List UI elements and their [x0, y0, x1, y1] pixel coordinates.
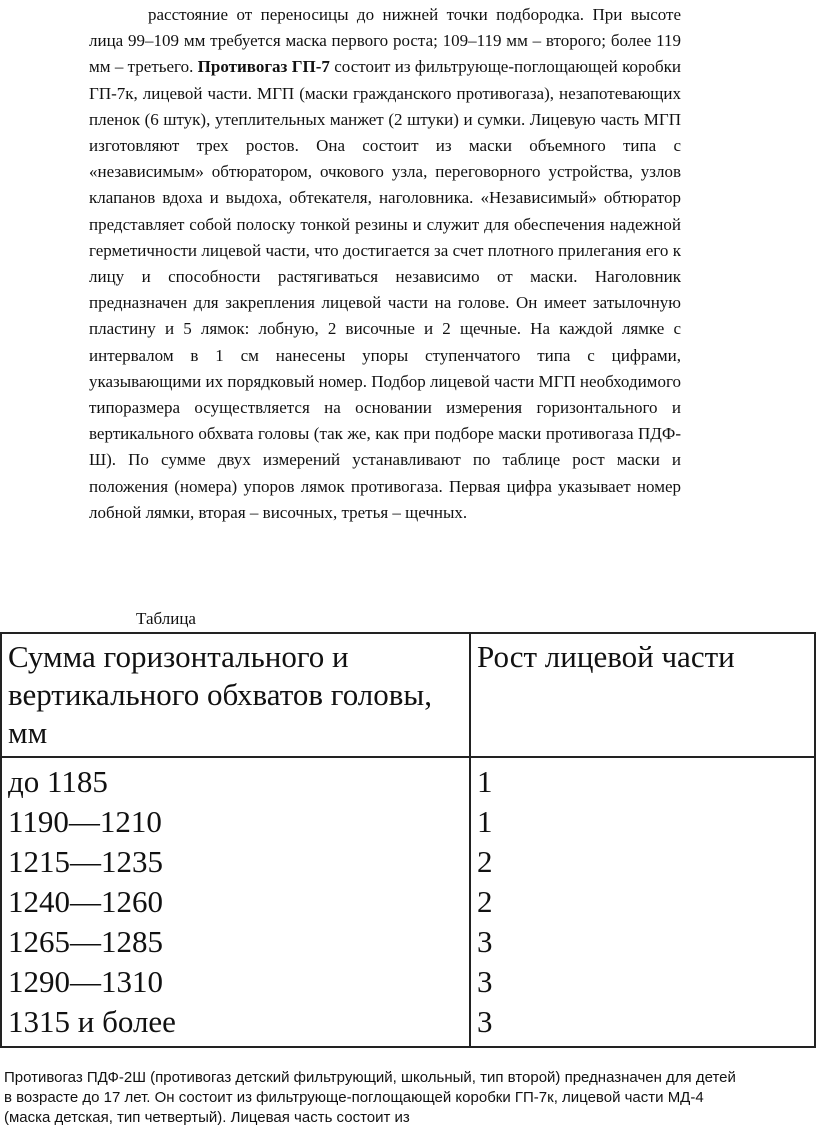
size-cell: 2 — [477, 884, 493, 919]
range-cell: 1190—1210 — [8, 804, 162, 839]
size-cell: 3 — [477, 964, 493, 999]
table-caption: Таблица — [136, 609, 196, 628]
table-header-row — [1, 633, 815, 757]
footer-paragraph — [4, 1068, 744, 1128]
size-cell: 2 — [477, 844, 493, 879]
range-cell: 1215—1235 — [8, 844, 163, 879]
size-column — [470, 757, 815, 1047]
header-head-sum: Сумма горизонтального и вертикального обхватов головы, мм — [1, 633, 470, 757]
table-body-row — [1, 757, 815, 1047]
range-cell: 1265—1285 — [8, 924, 163, 959]
range-cell: 1315 и более — [8, 1004, 176, 1039]
range-cell: до 1185 — [8, 764, 108, 799]
size-cell: 3 — [477, 1004, 493, 1039]
range-cell: 1240—1260 — [8, 884, 163, 919]
paragraph-text — [89, 2, 681, 526]
gp7-term: Противогаз ГП-7 — [197, 57, 330, 77]
main-paragraph — [89, 2, 681, 526]
size-cell: 1 — [477, 804, 493, 839]
header-mask-size: Рост лицевой части — [470, 633, 815, 757]
range-column — [1, 757, 470, 1047]
size-cell: 3 — [477, 924, 493, 959]
paragraph-text-after: состоит из фильтрующе-поглощающей коробки ГП-7к, лицевой части. МГП (маски гражданского противогаза), незапотевающих пленок (6 штук), утеплительных манжет (2 штуки) и сумки. Лицевую часть МГП изготовляют трех ростов. Она состоит из маски объемного типа с «независимым» обтюратором, очкового узла, переговорного устройства, узлов клапанов вдоха и выдоха, обтекателя, наголовника. «Независимый» обтюратор представляет собой полоску тонкой резины и служит для обеспечения надежной герметичности лицевой части, что достигается за счет плотного прилегания его к лицу и способности растягиваться независимо от маски. Наголовник предназначен для закрепления лицевой части на голове. Он имеет затылочную пластину и 5 лямок: лобную, 2 височные и 2 щечные. На каждой лямке с интервалом в 1 см нанесены упоры ступенчатого типа с цифрами, указывающими их порядковый номер. Подбор лицевой части МГП необходимого типоразмера осуществляется на основании измерения горизонтального и вертикального обхвата головы (так же, как при подборе маски противогаза ПДФ-Ш). По сумме двух измерений устанавливают по таблице рост маски и положения (номера) упоров лямок противогаза. Первая цифра указывает номер лобной лямки, вторая – височных, третья – щечных. — [89, 57, 681, 522]
footer-text: Противогаз ПДФ-2Ш (противогаз детский фильтрующий, школьный, тип второй) предназначен для детей в возрасте до 17 лет. Он состоит из фильтрующе-поглощающей коробки ГП-7к, лицевой части МД-4 (маска детская, тип четвертый). Лицевая часть состоит из — [4, 1069, 736, 1126]
size-table — [0, 632, 816, 1048]
paragraph-text-before: расстояние от переносицы до нижней точки подбородка. При высоте лица 99–109 мм требуется маска первого роста; 109–119 мм – второго; более 119 мм – третьего. — [89, 5, 681, 77]
range-cell: 1290—1310 — [8, 964, 163, 999]
size-cell: 1 — [477, 764, 493, 799]
